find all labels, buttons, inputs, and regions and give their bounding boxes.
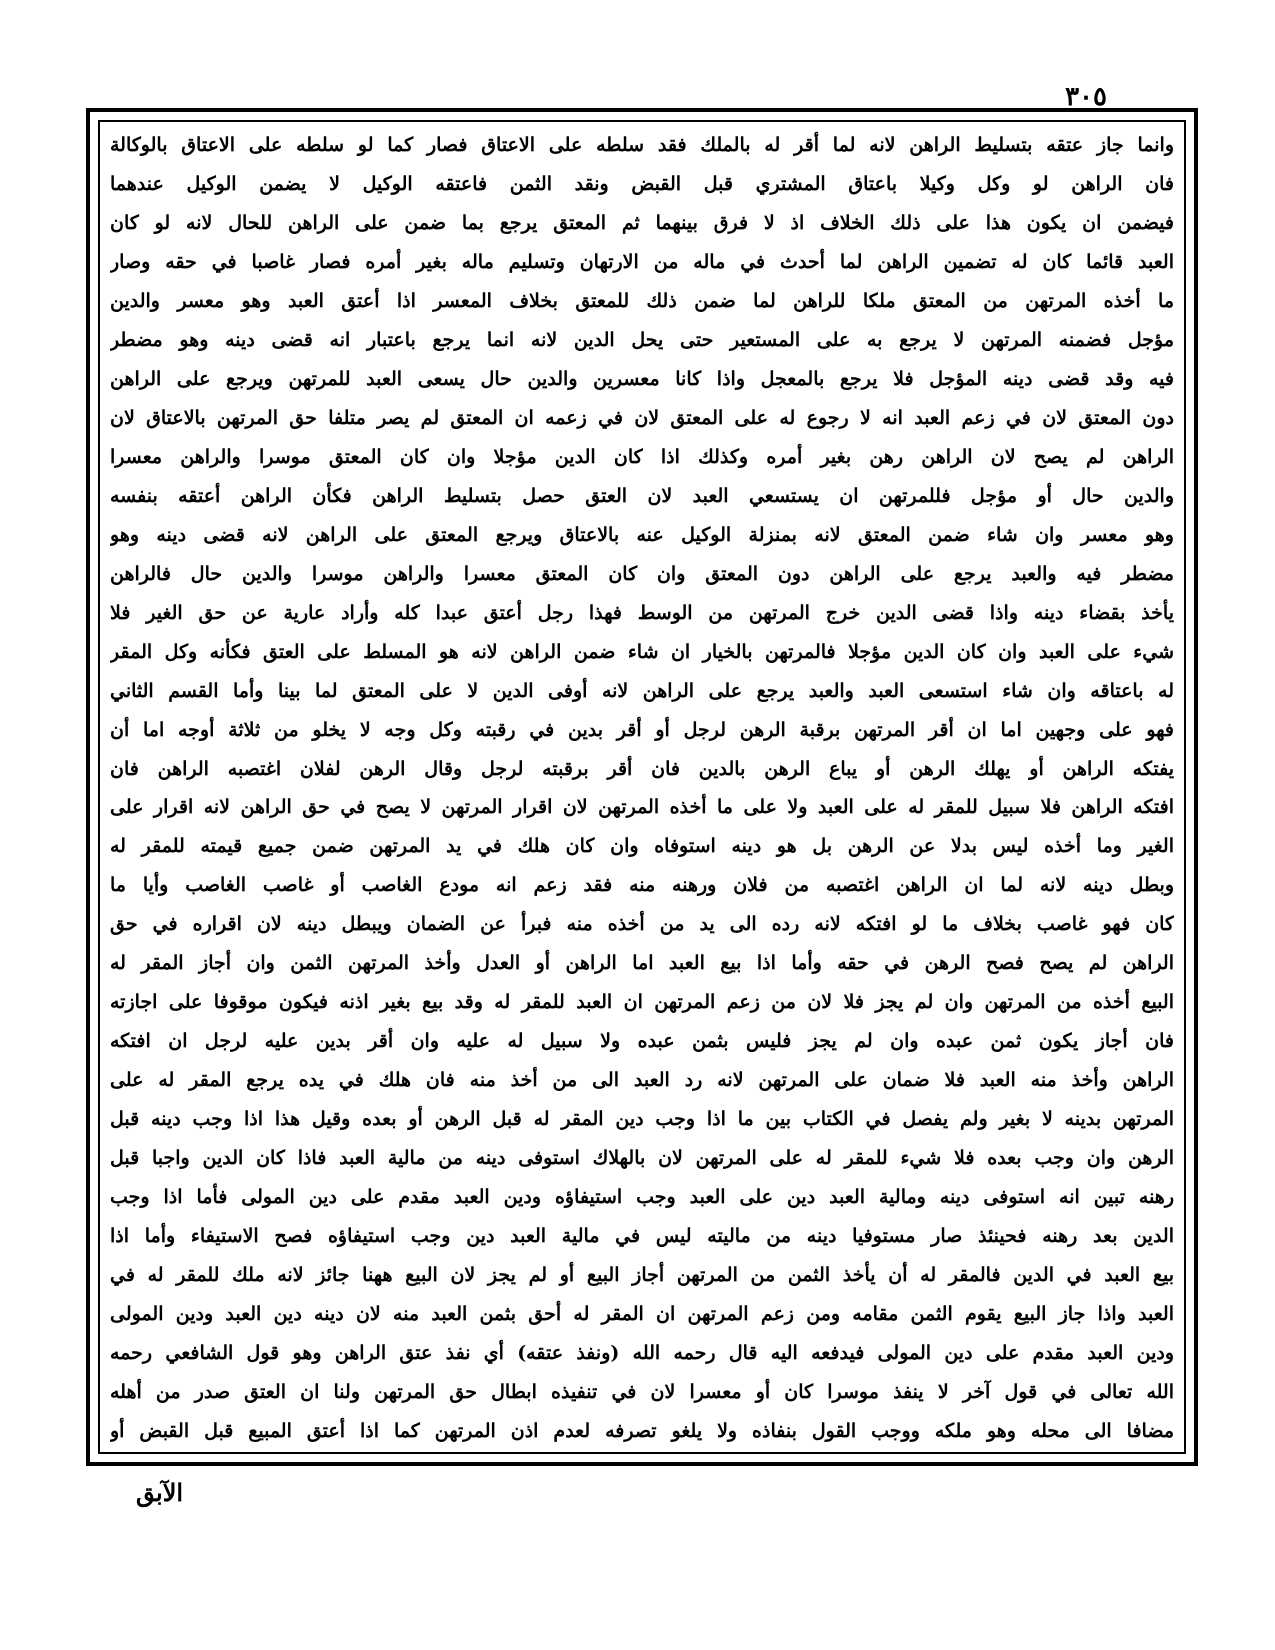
text-line: بيع العبد في الدين فالمقر له أن يأخذ الثمن من المرتهن أجاز البيع أو لم يجز لان البيع ههنا جائز لانه ملك للمقر له في: [110, 1264, 1174, 1287]
text-line: الراهن وأخذ منه العبد فلا ضمان على المرتهن لانه رد العبد الى من أخذ منه فان هلك في يده يرجع المقر له على: [110, 1069, 1174, 1092]
text-line: وبطل دينه لانه لما ان الراهن اغتصبه من فلان ورهنه منه فقد زعم انه مودع الغاصب أو غاصب الغاصب وأيا ما: [110, 874, 1174, 897]
text-line: يفتكه الراهن أو يهلك الرهن أو يباع الرهن بالدين فان أقر برقبته لرجل وقال الرهن لفلان اغتصبه الراهن فان: [110, 757, 1174, 780]
text-line: ما أخذه المرتهن من المعتق ملكا للراهن لما ضمن ذلك للمعتق بخلاف المعسر اذا أعتق العبد وهو معسر والدين: [110, 289, 1174, 312]
text-line: رهنه تبين انه استوفى دينه ومالية العبد دين على العبد وجب استيفاؤه ودين العبد مقدم على دين المولى فأما اذا وجب: [110, 1186, 1174, 1209]
text-line: فهو على وجهين اما ان أقر المرتهن برقبة الرهن لرجل أو أقر بدين في رقبته وكل وجه لا يخلو من ثلاثة أوجه اما أن: [110, 718, 1174, 741]
text-line: العبد قائما كان له تضمين الراهن لما أحدث في ماله من الارتهان وتسليم ماله بغير أمره فصار غاصبا في حقه وصار: [110, 250, 1174, 273]
text-line: الرهن وان وجب بعده فلا شيء للمقر له على المرتهن لان بالهلاك استوفى دينه من مالية العبد فاذا كان الدين واجبا قبل: [110, 1147, 1174, 1170]
text-line: له باعتاقه وان شاء استسعى العبد والعبد يرجع على الراهن لانه أوفى الدين لا على المعتق لما بينا وأما القسم الثاني: [110, 679, 1174, 702]
text-line: وانما جاز عتقه بتسليط الراهن لانه لما أقر له بالملك فقد سلطه على الاعتاق فصار كما لو سلطه على الاعتاق بالوكالة: [110, 134, 1174, 156]
text-line: الغير وما أخذه ليس بدلا عن الرهن بل هو دينه استوفاه وان كان هلك في يد المرتهن ضمن جميع قيمته للمقر له: [110, 835, 1174, 858]
text-line: الراهن لم يصح فصح الرهن في حقه وأما اذا بيع العبد اما الراهن أو العدل وأخذ المرتهن الثمن وان أجاز المقر له: [110, 952, 1174, 975]
text-frame: [98, 120, 1186, 1454]
text-line: مضطر فيه والعبد يرجع على الراهن دون المعتق وان كان المعتق معسرا والراهن موسرا والدين حال فالراهن: [110, 562, 1174, 585]
text-line: شيء على العبد وان كان الدين مؤجلا فالمرتهن بالخيار ان شاء ضمن الراهن لانه هو المسلط على العتق فكأنه وكل المقر: [110, 640, 1174, 663]
text-line: يأخذ بقضاء دينه واذا قضى الدين خرج المرتهن من الوسط فهذا رجل أعتق عبدا كله وأراد عارية عن حق الغير فلا: [110, 601, 1174, 624]
text-line: مضافا الى محله وهو ملكه ووجب القول بنفاذه ولا يلغو تصرفه لعدم اذن المرتهن كما اذا أعتق المبيع قبل القبض أو: [110, 1419, 1174, 1442]
text-line: ودين العبد مقدم على دين المولى فيدفعه اليه قال رحمه الله (ونفذ عتقه) أي نفذ عتق الراهن وهو قول الشافعي رحمه: [110, 1342, 1174, 1365]
text-line: الله تعالى في قول آخر لا ينفذ موسرا كان أو معسرا لان في تنفيذه ابطال حق المرتهن ولنا ان العتق صدر من أهله: [110, 1381, 1174, 1403]
catchword: الآبق: [136, 1478, 184, 1507]
text-line: وهو معسر وان شاء ضمن المعتق لانه بمنزلة الوكيل عنه بالاعتاق ويرجع المعتق على الراهن لانه قضى دينه وهو: [110, 523, 1174, 546]
text-line: الدين بعد رهنه فحينئذ صار مستوفيا دينه من ماليته ليس في مالية العبد دين وجب استيفاؤه فصح الاستيفاء وأما اذا: [110, 1225, 1174, 1248]
text-line: والدين حال أو مؤجل فللمرتهن ان يستسعي العبد لان العتق حصل بتسليط الراهن فكأن الراهن أعتقه بنفسه: [110, 484, 1174, 507]
text-line: افتكه الراهن فلا سبيل للمقر له على العبد ولا على ما أخذه المرتهن لان اقرار المرتهن لا يصح في حق الراهن لانه اقرار على: [110, 796, 1174, 819]
text-line: كان فهو غاصب بخلاف ما لو افتكه لانه رده الى يد من أخذه منه فبرأ عن الضمان ويبطل دينه لان اقراره في حق: [110, 913, 1174, 936]
text-line: البيع أخذه من المرتهن وان لم يجز فلا لان من زعم المرتهن ان العبد للمقر له وقد بيع بغير اذنه فيكون موقوفا على اجازته: [110, 991, 1174, 1014]
text-line: فان الراهن لو وكل وكيلا باعتاق المشتري قبل القبض ونقد الثمن فاعتقه الوكيل لا يضمن الوكيل عندهما: [110, 172, 1174, 195]
text-line: دون المعتق لان في زعم العبد انه لا رجوع له على المعتق لان في زعمه ان المعتق لم يصر متلفا حق المرتهن بالاعتاق لان: [110, 406, 1174, 429]
text-line: فيضمن ان يكون هذا على ذلك الخلاف اذ لا فرق بينهما ثم المعتق يرجع بما ضمن على الراهن للحال لانه لو كان: [110, 211, 1174, 234]
main-text: [110, 128, 1174, 1448]
text-line: الراهن لم يصح لان الراهن رهن بغير أمره وكذلك اذا كان الدين مؤجلا وان كان المعتق موسرا والراهن معسرا: [110, 445, 1174, 468]
text-line: العبد واذا جاز البيع يقوم الثمن مقامه ومن زعم المرتهن ان المقر له أحق بثمن العبد منه لان دينه دين العبد ودين المولى: [110, 1303, 1174, 1326]
text-line: مؤجل فضمنه المرتهن لا يرجع به على المستعير حتى يحل الدين لانه انما يرجع باعتبار انه قضى دينه وهو مضطر: [110, 328, 1174, 351]
text-line: فيه وقد قضى دينه المؤجل فلا يرجع بالمعجل واذا كانا معسرين والدين حال يسعى العبد للمرتهن ويرجع على الراهن: [110, 367, 1174, 390]
text-line: المرتهن بدينه لا بغير ولم يفصل في الكتاب بين ما اذا وجب دين المقر له قبل الرهن أو بعده وقيل هذا اذا وجب دينه قبل: [110, 1108, 1174, 1131]
page-number: ٣٠٥: [1065, 82, 1107, 112]
text-line: فان أجاز يكون ثمن عبده وان لم يجز فليس بثمن عبده ولا سبيل له عليه وان أقر بدين عليه لرجل ان افتكه: [110, 1030, 1174, 1053]
